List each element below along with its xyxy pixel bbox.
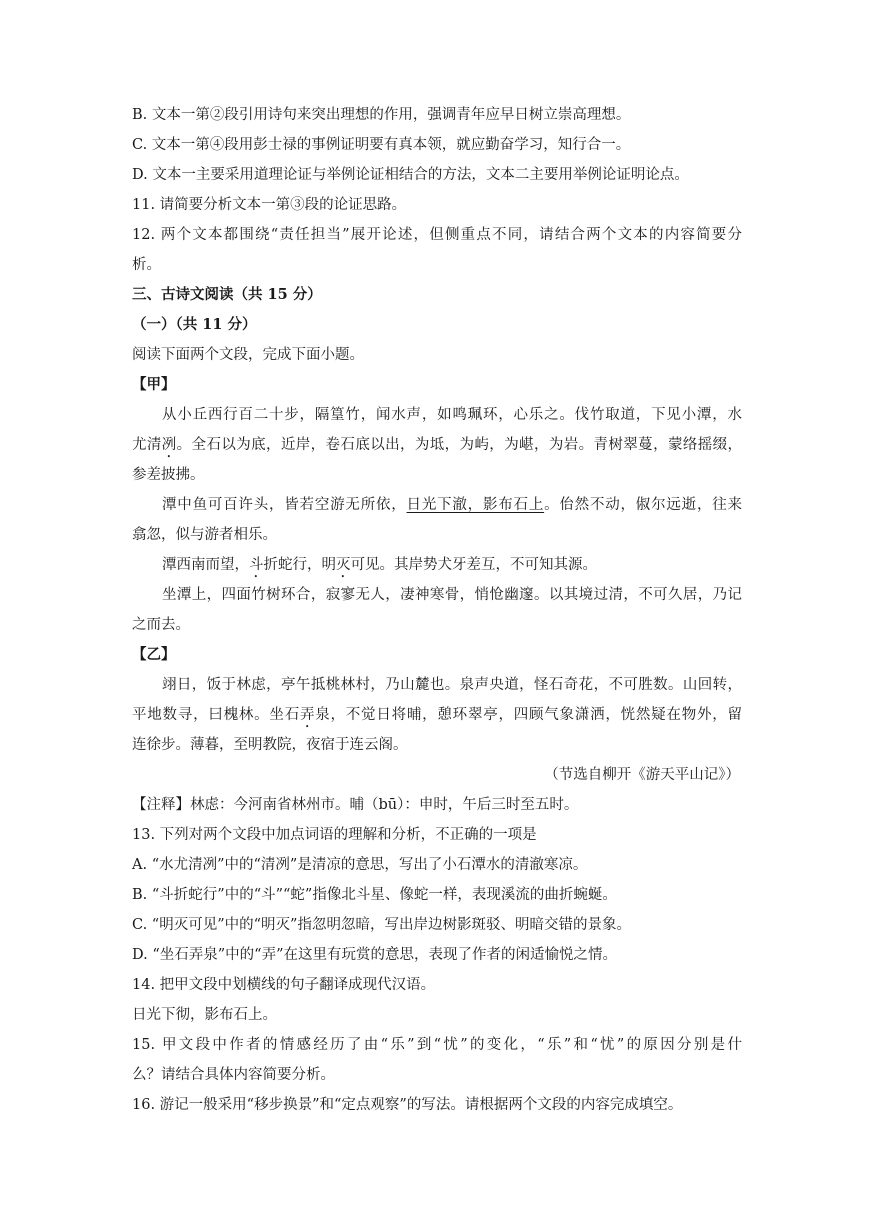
yi-p1-line1: 翊日，饭于林虑，亭午抵桃林村，乃山麓也。泉声央道，怪石奇花，不可胜数。山回转，: [162, 677, 742, 693]
jia-p4-line2: 之而去。: [132, 617, 190, 633]
yi-p1-line3: 连徐步。薄暮，至明教院，夜宿于连云阁。: [132, 737, 408, 753]
emphasized-char: 弄: [299, 707, 316, 723]
underlined-sentence: 日光下澈，影布石上: [406, 497, 545, 513]
emphasized-char: 冽: [161, 437, 177, 453]
question-15-line1: 15. 甲文段中作者的情感经历了由“乐”到“忧”的变化，“乐”和“忧”的原因分别是什: [132, 1037, 742, 1053]
question-16: 16. 游记一般采用“移步换景”和“定点观察”的写法。请根据两个文段的内容完成填空。: [132, 1097, 683, 1113]
q14-sentence: 日光下彻，影布石上。: [132, 1007, 277, 1023]
yi-p1-line2: 平地数寻，曰槐林。坐石弄泉，不觉日将晡，憩环翠亭，四顾气象潇洒，恍然疑在物外，留: [132, 707, 743, 723]
jia-p1-line3: 参差披拂。: [132, 467, 205, 483]
jia-p2-line2: 翕忽，似与游者相乐。: [132, 527, 277, 543]
annotation-note: 【注释】林虑：今河南省林州市。晡（bū）：申时，午后三时至五时。: [132, 797, 579, 813]
jia-p3: 潭西南而望，斗折蛇行，明灭可见。其岸势犬牙差互，不可知其源。: [162, 557, 597, 573]
q13-option-b: B. “斗折蛇行”中的“斗”“蛇”指像北斗星、像蛇一样，表现溪流的曲折蜿蜒。: [132, 887, 617, 903]
q10-option-c: C. 文本一第④段用彭士禄的事例证明要有真本领，就应勤奋学习，知行合一。: [132, 137, 631, 153]
passage-jia-label: 【甲】: [132, 376, 176, 393]
q10-option-d: D. 文本一主要采用道理论证与举例论证相结合的方法，文本二主要用举例论证明论点。: [132, 167, 689, 183]
section-title: 三、古诗文阅读（共 15 分）: [132, 286, 322, 303]
question-13: 13. 下列对两个文段中加点词语的理解和分析，不正确的一项是: [132, 827, 537, 843]
question-11: 11. 请简要分析文本一第③段的论证思路。: [132, 197, 407, 213]
jia-p2-line1: 潭中鱼可百许头，皆若空游无所依，日光下澈，影布石上。佁然不动，俶尔远逝，往来: [162, 497, 743, 513]
reading-instruction: 阅读下面两个文段，完成下面小题。: [132, 347, 364, 363]
subsection-title: （一）（共 11 分）: [132, 316, 257, 333]
question-15-line2: 么？请结合具体内容简要分析。: [132, 1067, 335, 1083]
passage-yi-label: 【乙】: [132, 646, 176, 663]
jia-p1-line2: 尤清冽。全石以为底，近岸，卷石底以出，为坻，为屿，为嵁，为岩。青树翠蔓，蒙络摇缀，: [132, 437, 743, 453]
jia-p1-line1: 从小丘西行百二十步，隔篁竹，闻水声，如鸣珮环，心乐之。伐竹取道，下见小潭，水: [162, 407, 742, 423]
question-12-line1: 12. 两个文本都围绕“责任担当”展开论述，但侧重点不同，请结合两个文本的内容简要分: [132, 227, 742, 243]
passage-source: （节选自柳开《游天平山记》）: [544, 767, 740, 783]
jia-p4-line1: 坐潭上，四面竹树环合，寂寥无人，凄神寒骨，悄怆幽邃。以其境过清，不可久居，乃记: [162, 587, 742, 603]
q13-option-a: A. “水尤清冽”中的“清冽”是清凉的意思，写出了小石潭水的清澈寒凉。: [132, 857, 588, 873]
question-12-line2: 析。: [132, 257, 161, 273]
emphasized-char: 灭: [336, 557, 351, 573]
question-14: 14. 把甲文段中划横线的句子翻译成现代汉语。: [132, 977, 436, 993]
q13-option-c: C. “明灭可见”中的“明灭”指忽明忽暗，写出岸边树影斑驳、明暗交错的景象。: [132, 917, 631, 933]
q10-option-b: B. 文本一第②段引用诗句来突出理想的作用，强调青年应早日树立崇高理想。: [132, 107, 631, 123]
q13-option-d: D. “坐石弄泉”中的“弄”在这里有玩赏的意思，表现了作者的闲适愉悦之情。: [132, 947, 617, 963]
emphasized-char: 斗: [249, 557, 264, 573]
